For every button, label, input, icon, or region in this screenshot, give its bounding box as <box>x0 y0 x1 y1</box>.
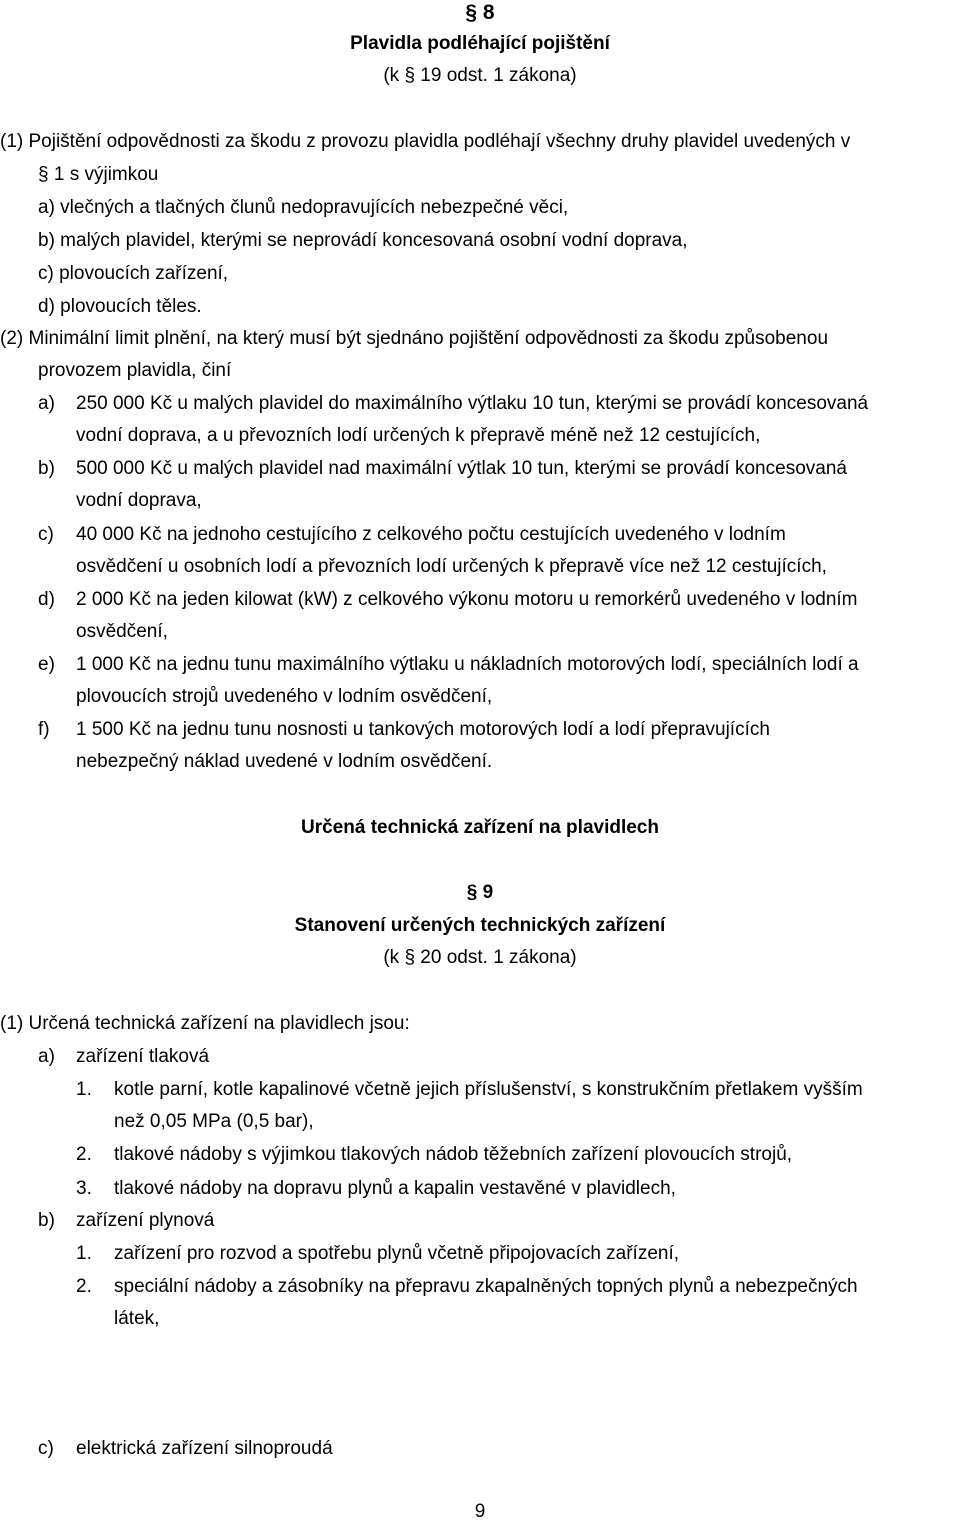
para-3-item-a2-number: 2. <box>76 1144 92 1165</box>
para-3-item-c: elektrická zařízení silnoproudá <box>76 1438 333 1459</box>
para-1-item-c: c) plovoucích zařízení, <box>38 263 229 284</box>
section-9-reference: (k § 20 odst. 1 zákona) <box>383 947 577 968</box>
para-2-item-d-line-2: osvědčení, <box>76 621 168 642</box>
section-9-title: Stanovení určených technických zařízení <box>294 915 666 936</box>
para-3-item-b2-number: 2. <box>76 1276 92 1297</box>
part-title: Určená technická zařízení na plavidlech <box>301 817 659 838</box>
para-3-item-b2-line-1: speciální nádoby a zásobníky na přepravu zkapalněných topných plynů a nebezpečných <box>114 1276 858 1297</box>
page-number: 9 <box>474 1501 486 1522</box>
para-3-item-b1: zařízení pro rozvod a spotřebu plynů včetně připojovacích zařízení, <box>114 1243 680 1264</box>
para-1-line-1: (1) Pojištění odpovědnosti za škodu z provozu plavidla podléhají všechny druhy plavidel uvedených v <box>0 131 851 152</box>
para-1-line-2: § 1 s výjimkou <box>38 164 159 185</box>
para-2-item-e-label: e) <box>38 654 55 675</box>
para-2-line-2: provozem plavidla, činí <box>38 360 232 381</box>
para-2-item-f-line-1: 1 500 Kč na jednu tunu nosnosti u tankových motorových lodí a lodí přepravujících <box>76 719 770 740</box>
para-1-item-b: b) malých plavidel, kterými se neprovádí koncesovaná osobní vodní doprava, <box>38 230 688 251</box>
para-3-item-a3: tlakové nádoby na dopravu plynů a kapalin vestavěné v plavidlech, <box>114 1178 676 1199</box>
para-2-item-e-line-1: 1 000 Kč na jednu tunu maximálního výtlaku u nákladních motorových lodí, speciálních lodí a <box>76 654 859 675</box>
para-1-item-a: a) vlečných a tlačných člunů nedopravujících nebezpečné věci, <box>38 197 569 218</box>
para-3-line-1: (1) Určená technická zařízení na plavidlech jsou: <box>0 1013 410 1034</box>
para-2-line-1: (2) Minimální limit plnění, na který musí být sjednáno pojištění odpovědnosti za škodu způsobenou <box>0 328 829 349</box>
para-2-item-e-line-2: plovoucích strojů uvedeného v lodním osvědčení, <box>76 686 493 707</box>
para-2-item-a-label: a) <box>38 393 55 414</box>
para-2-item-a-line-2: vodní doprava, a u převozních lodí určených k přepravě méně než 12 cestujících, <box>76 425 761 446</box>
para-3-item-a1-number: 1. <box>76 1079 92 1100</box>
section-8-title: Plavidla podléhající pojištění <box>350 33 610 54</box>
para-3-item-b1-number: 1. <box>76 1243 92 1264</box>
para-3-item-a-label: a) <box>38 1046 55 1067</box>
para-2-item-c-line-2: osvědčení u osobních lodí a převozních lodí určených k přepravě více než 12 cestujících, <box>76 556 827 577</box>
section-8-number: § 8 <box>465 1 495 24</box>
para-3-item-a3-number: 3. <box>76 1178 92 1199</box>
section-9-number: § 9 <box>466 882 494 903</box>
para-2-item-b-label: b) <box>38 458 55 479</box>
para-2-item-f-label: f) <box>38 719 50 740</box>
para-2-item-c-line-1: 40 000 Kč na jednoho cestujícího z celkového počtu cestujících uvedeného v lodním <box>76 524 786 545</box>
para-3-item-a: zařízení tlaková <box>76 1046 210 1067</box>
para-2-item-c-label: c) <box>38 524 54 545</box>
para-3-item-a1-line-2: než 0,05 MPa (0,5 bar), <box>114 1111 314 1132</box>
para-2-item-f-line-2: nebezpečný náklad uvedené v lodním osvědčení. <box>76 751 493 772</box>
section-8-reference: (k § 19 odst. 1 zákona) <box>383 65 577 86</box>
para-3-item-b-label: b) <box>38 1210 55 1231</box>
para-3-item-c-label: c) <box>38 1438 54 1459</box>
para-2-item-d-label: d) <box>38 589 55 610</box>
para-2-item-b-line-2: vodní doprava, <box>76 490 202 511</box>
para-3-item-b2-line-2: látek, <box>114 1308 160 1329</box>
para-2-item-d-line-1: 2 000 Kč na jeden kilowat (kW) z celkového výkonu motoru u remorkérů uvedeného v lodním <box>76 589 858 610</box>
para-2-item-b-line-1: 500 000 Kč u malých plavidel nad maximální výtlak 10 tun, kterými se provádí koncesovaná <box>76 458 847 479</box>
para-3-item-b: zařízení plynová <box>76 1210 215 1231</box>
para-3-item-a1-line-1: kotle parní, kotle kapalinové včetně jejich příslušenství, s konstrukčním přetlakem vyšším <box>114 1079 863 1100</box>
para-1-item-d: d) plovoucích těles. <box>38 296 202 317</box>
para-2-item-a-line-1: 250 000 Kč u malých plavidel do maximálního výtlaku 10 tun, kterými se provádí koncesovaná <box>76 393 869 414</box>
para-3-item-a2: tlakové nádoby s výjimkou tlakových nádob těžebních zařízení plovoucích strojů, <box>114 1144 793 1165</box>
